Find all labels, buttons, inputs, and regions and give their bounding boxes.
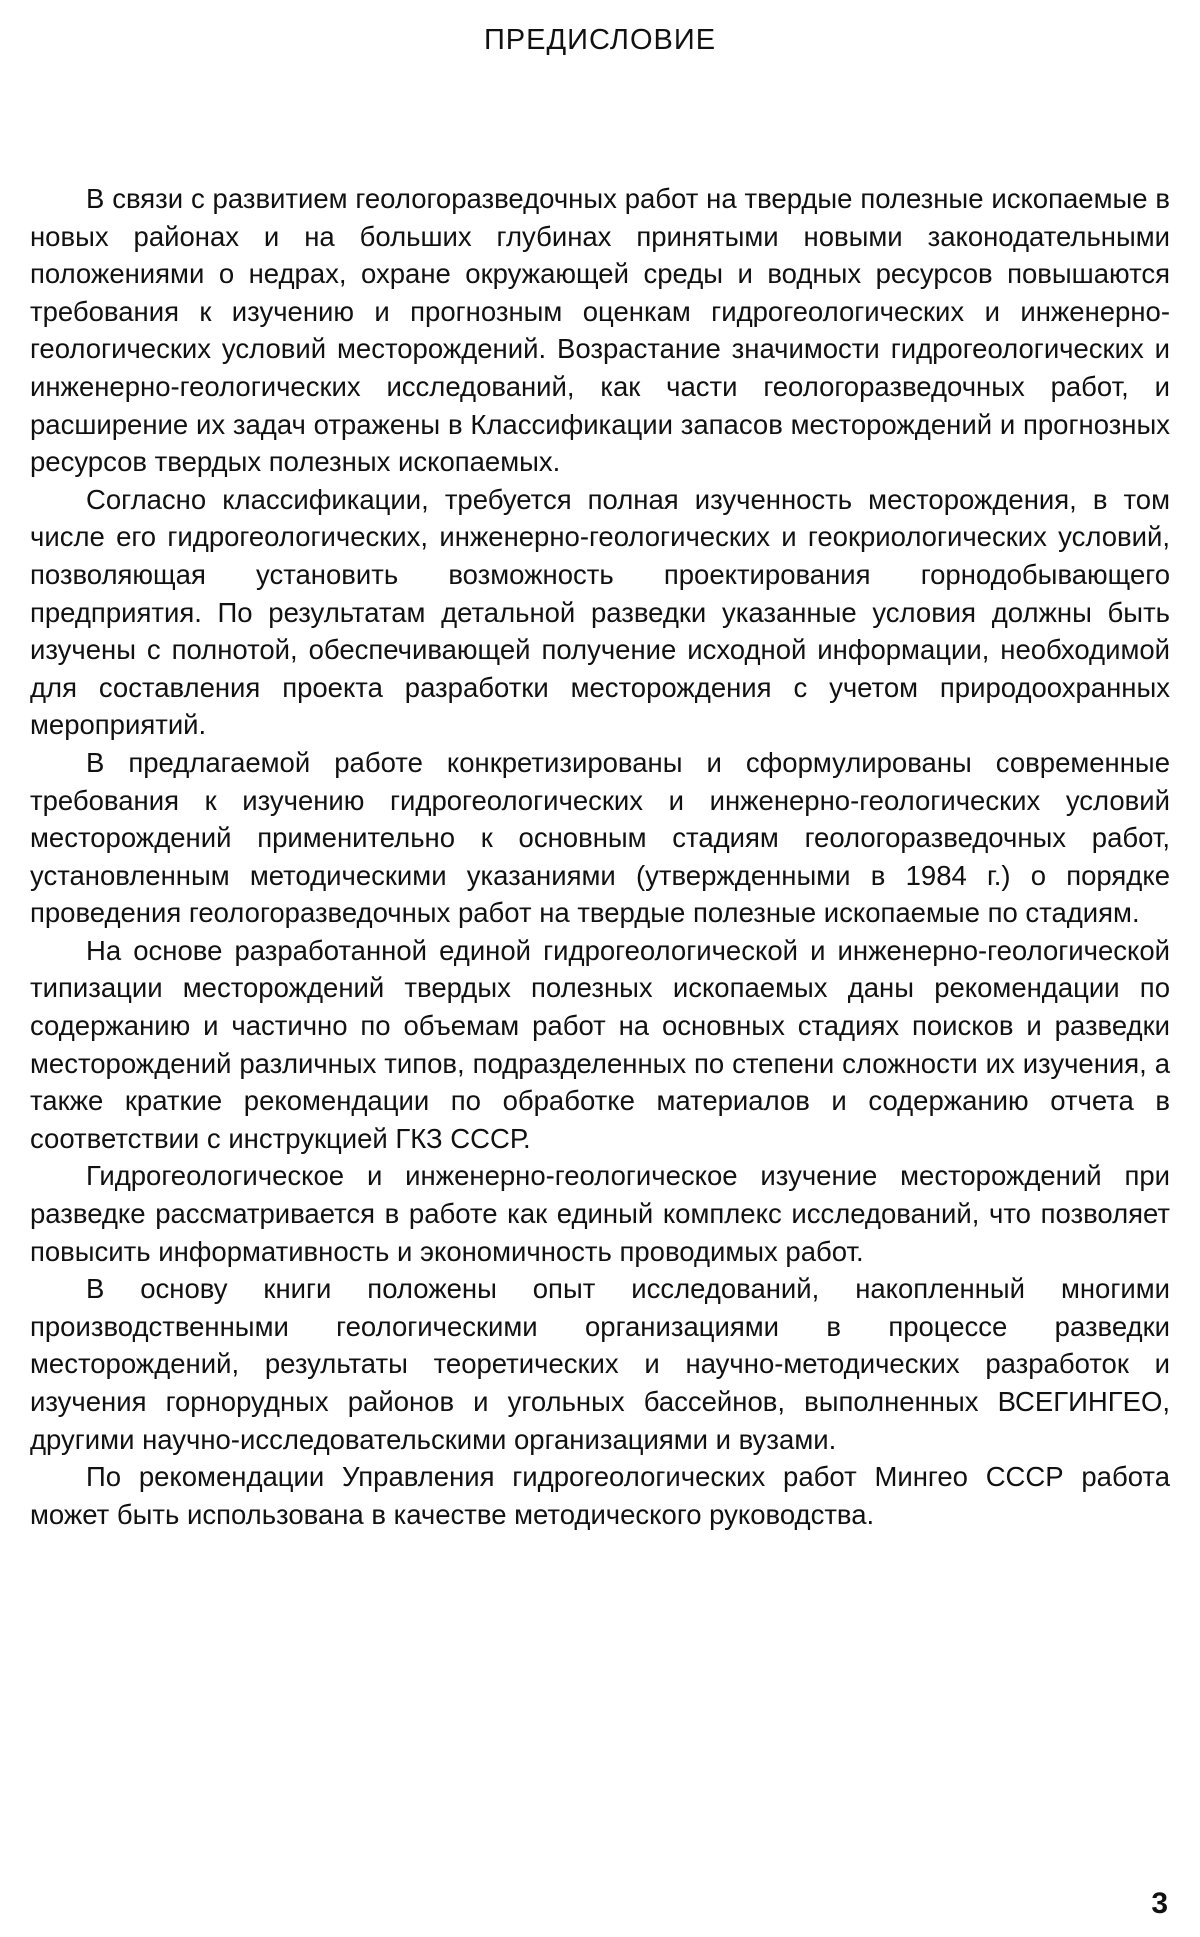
paragraph: В связи с развитием геологоразведочных работ на твердые полезные ископаемые в новых районах и на больших глубинах принятыми новыми законодательными положениями о недрах, охране окружающей среды и водных ресурсов повышаются требования к изучению и прогнозным оценкам гидрогеологических и инженерно-геологических условий месторождений. Возрастание значимости гидрогеологических и инженерно-геологических исследований, как части геологоразведочных работ, и расширение их задач отражены в Классификации запасов месторождений и прогнозных ресурсов твердых полезных ископаемых. (30, 183, 1170, 478)
paragraph: Согласно классификации, требуется полная изученность месторождения, в том числе его гидрогеологических, инженерно-геологических и геокриологических условий, позволяющая установить возможность проектирования горнодобывающего предприятия. По результатам детальной разведки указанные условия должны быть изучены с полнотой, обеспечивающей получение исходной информации, необходимой для составления проекта разработки месторождения с учетом природоохранных мероприятий. (30, 483, 1170, 741)
paragraph: В предлагаемой работе конкретизированы и сформулированы современные требования к изучению гидрогеологических и инженерно-геологических условий месторождений применительно к основным стадиям геологоразведочных работ, установленным методическими указаниями (утвержденными в 1984 г.) о порядке проведения геологоразведочных работ на твердые полезные ископаемые по стадиям. (30, 746, 1170, 929)
paragraph: В основу книги положены опыт исследований, накопленный многими производственными геологическими организациями в процессе разведки месторождений, результаты теоретических и научно-методических разработок и изучения горнорудных районов и угольных бассейнов, выполненных ВСЕГИНГЕО, другими научно-исследовательскими организациями и вузами. (30, 1273, 1170, 1455)
page-title: ПРЕДИСЛОВИЕ (483, 24, 717, 56)
page-number: 3 (1151, 1887, 1168, 1920)
paragraph: На основе разработанной единой гидрогеологической и инженерно-геологической типизации месторождений твердых полезных ископаемых даны рекомендации по содержанию и частично по объемам работ на основных стадиях поисков и разведки месторождений различных типов, подразделенных по степени сложности их изучения, а также краткие рекомендации по обработке материалов и содержанию отчета в соответствии с инструкцией ГКЗ СССР. (30, 934, 1170, 1154)
preface-body (30, 180, 1170, 1533)
paragraph: Гидрогеологическое и инженерно-геологическое изучение месторождений при разведке рассматривается в работе как единый комплекс исследований, что позволяет повысить информативность и экономичность проводимых работ. (30, 1160, 1170, 1267)
paragraph: По рекомендации Управления гидрогеологических работ Мингео СССР работа может быть использована в качестве методического руководства. (30, 1461, 1170, 1530)
